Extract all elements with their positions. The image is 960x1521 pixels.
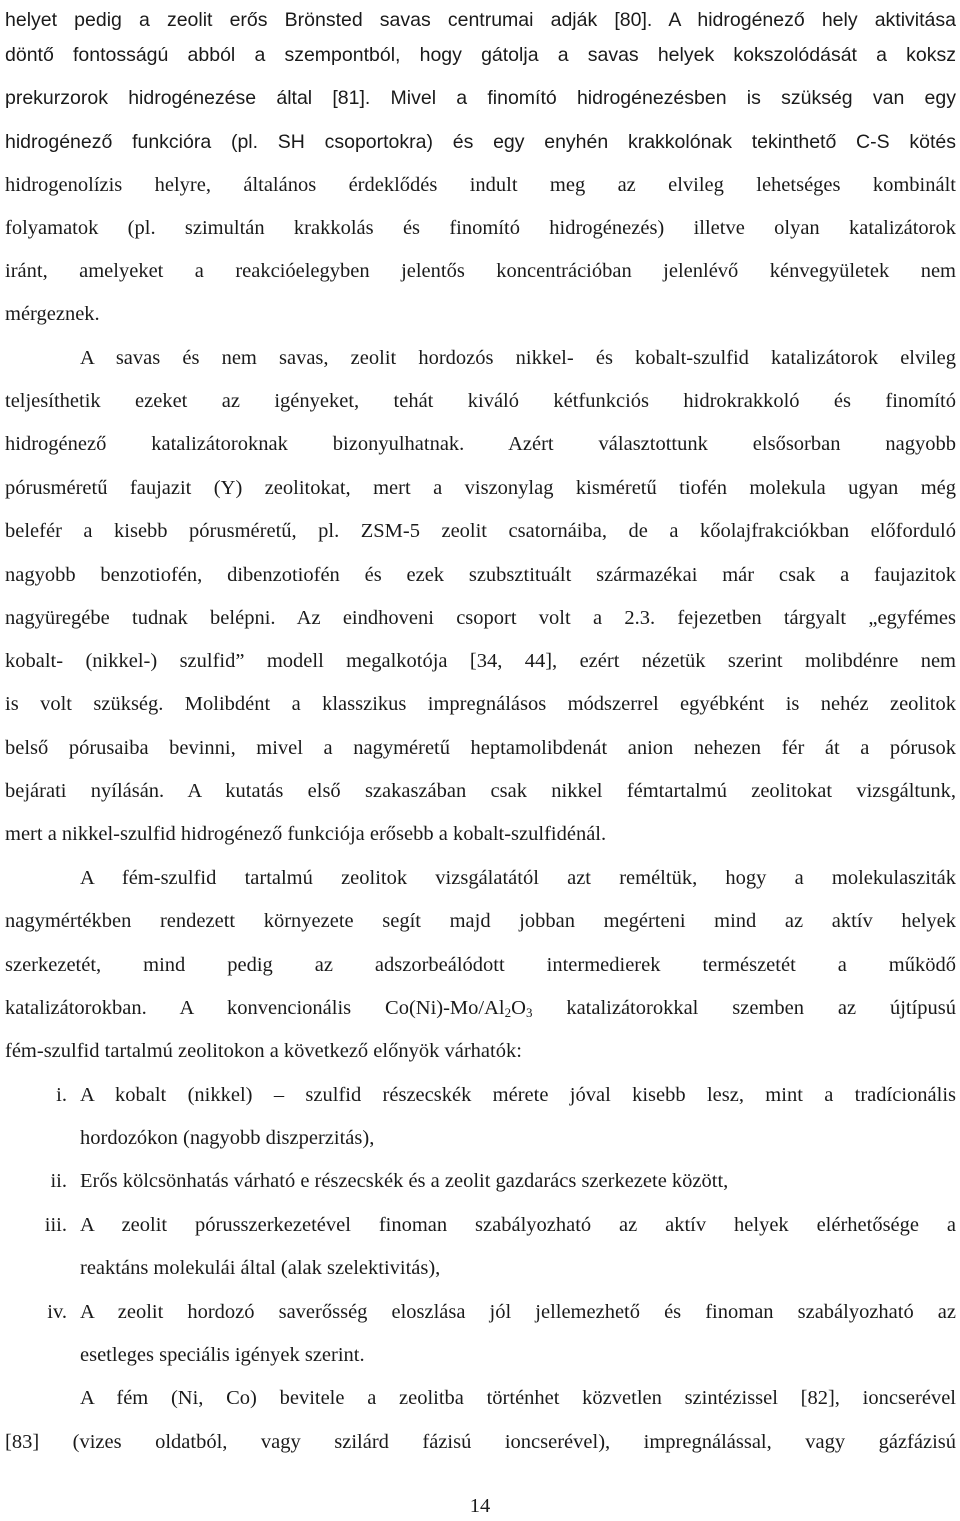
- paragraph-line: kobalt- (nikkel-) szulfid” modell megalkotója [34, 44], ezért nézetük szerint molibdénre nem: [5, 650, 956, 672]
- paragraph-line: nagyobb benzotiofén, dibenzotiofén és ezek szubsztituált származékai már csak a faujazitok: [5, 564, 956, 586]
- paragraph-line: belefér a kisebb pórusméretű, pl. ZSM-5 zeolit csatornáiba, de a kőolajfrakciókban előforduló: [5, 520, 956, 542]
- paragraph-line: pórusméretű faujazit (Y) zeolitokat, mert a viszonylag kisméretű tiofén molekula ugyan még: [5, 477, 956, 499]
- list-numeral: iii.: [44, 1214, 67, 1236]
- page-number: 14: [469, 1495, 491, 1517]
- paragraph-line: A savas és nem savas, zeolit hordozós nikkel- és kobalt-szulfid katalizátorok elvileg: [80, 347, 956, 369]
- paragraph-line: mérgeznek.: [5, 303, 100, 325]
- paragraph-line: mert a nikkel-szulfid hidrogénező funkciója erősebb a kobalt-szulfidénál.: [5, 823, 607, 845]
- list-numeral: ii.: [50, 1170, 67, 1192]
- paragraph-line: hidrogénező katalizátoroknak bizonyulhatnak. Azért választottunk elsősorban nagyobb: [5, 433, 956, 455]
- list-item-line: reaktáns molekulái által (alak szelektivitás),: [80, 1257, 441, 1279]
- paragraph-line: teljesíthetik ezeket az igényeket, tehát kiváló kétfunkciós hidrokrakkoló és finomító: [5, 390, 956, 412]
- paragraph-line: iránt, amelyeket a reakcióelegyben jelentős koncentrációban jelenlévő kénvegyületek nem: [5, 260, 956, 282]
- paragraph-line: is volt szükség. Molibdént a klasszikus impregnálásos módszerrel egyébként is nehéz zeolitok: [5, 693, 956, 715]
- list-item-line: A zeolit pórusszerkezetével finoman szabályozható az aktív helyek elérhetősége a: [80, 1214, 956, 1236]
- formula-text: katalizátorokban. A konvencionális Co(Ni)-Mo/Al: [5, 997, 505, 1019]
- paragraph-line: A fém (Ni, Co) bevitele a zeolitba történhet közvetlen szintézissel [82], ioncserével: [80, 1387, 956, 1409]
- paragraph-line: bejárati nyílásán. A kutatás első szakaszában csak nikkel fémtartalmú zeolitokat vizsgáltunk,: [5, 780, 956, 802]
- paragraph-line-with-formula: [5, 988, 956, 1028]
- list-item-line: Erős kölcsönhatás várható e részecskék és a zeolit gazdarács szerkezete között,: [80, 1170, 729, 1192]
- paragraph-line: nagyüregébe tudnak belépni. Az eindhoveni csoport volt a 2.3. fejezetben tárgyalt „egyfémes: [5, 607, 956, 629]
- paragraph-line: [83] (vizes oldatból, vagy szilárd fázisú ioncserével), impregnálással, vagy gázfázisú: [5, 1431, 956, 1453]
- paragraph-line: folyamatok (pl. szimultán krakkolás és finomító hidrogénezés) illetve olyan katalizátorok: [5, 217, 956, 239]
- list-numeral: i.: [56, 1084, 67, 1106]
- list-numeral: iv.: [47, 1301, 67, 1323]
- list-item-line: A zeolit hordozó saverősség eloszlása jól jellemezhető és finoman szabályozható az: [80, 1301, 956, 1323]
- paragraph-line: hidrogenolízis helyre, általános érdeklődés indult meg az elvileg lehetséges kombinált: [5, 174, 956, 196]
- paragraph-line: hidrogénező funkcióra (pl. SH csoportokra) és egy enyhén krakkolónak tekinthető C-S kötés: [5, 131, 956, 153]
- paragraph-line: szerkezetét, mind pedig az adszorbeálódott intermedierek természetét a működő: [5, 954, 956, 976]
- paragraph-line: fém-szulfid tartalmú zeolitokon a következő előnyök várhatók:: [5, 1040, 522, 1062]
- paragraph-line: döntő fontosságú abból a szempontból, hogy gátolja a savas helyek kokszolódását a koksz: [5, 44, 956, 66]
- list-item-line: hordozókon (nagyobb diszperzitás),: [80, 1127, 375, 1149]
- paragraph-line: A fém-szulfid tartalmú zeolitok vizsgálatától azt reméltük, hogy a molekulasziták: [80, 867, 956, 889]
- paragraph-line: belső pórusaiba bevinni, mivel a nagyméretű heptamolibdenát anion nehezen fér át a pórusok: [5, 737, 956, 759]
- list-item-line: esetleges speciális igények szerint.: [80, 1344, 365, 1366]
- paragraph-line: prekurzorok hidrogénezése által [81]. Mivel a finomító hidrogénezésben is szükség van egy: [5, 87, 956, 109]
- subscript: 2: [504, 1005, 512, 1020]
- formula-text: katalizátorokkal szemben az újtípusú: [532, 997, 957, 1019]
- formula-text: O: [511, 997, 526, 1019]
- paragraph-line: helyet pedig a zeolit erős Brönsted savas centrumai adják [80]. A hidrogénező hely aktivitása: [5, 9, 956, 31]
- paragraph-line: nagymértékben rendezett környezete segít majd jobban megérteni mind az aktív helyek: [5, 910, 956, 932]
- subscript: 3: [525, 1005, 533, 1020]
- list-item-line: A kobalt (nikkel) – szulfid részecskék mérete jóval kisebb lesz, mint a tradícionális: [80, 1084, 956, 1106]
